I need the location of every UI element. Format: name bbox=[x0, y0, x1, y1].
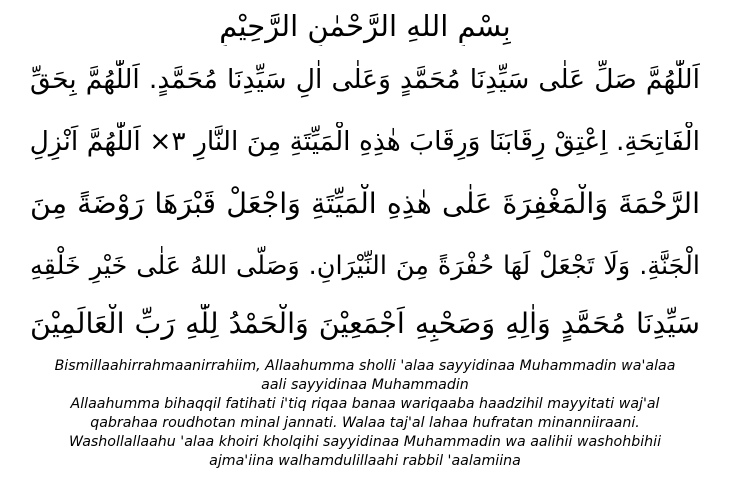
arabic-line-6: سَيِّدِنَا مُحَمَّدٍ وَاٰلِهِ وَصَحْبِهِ اَجْمَعِيْنَ وَالْحَمْدُ لِلّٰهِ رَبِّ الْعَالَمِيْنَ bbox=[30, 307, 700, 340]
transliteration-line-6: ajma'iina walhamdulillaahi rabbil 'aalamiina bbox=[209, 453, 521, 469]
arabic-line-4: الرَّحْمَةَ وَالْمَغْفِرَةَ عَلٰى هٰذِهِ الْمَيِّتَةِ وَاجْعَلْ قَبْرَهَا رَوْضَةً مِنَ bbox=[30, 187, 700, 220]
transliteration-line-2: aali sayyidinaa Muhammadin bbox=[261, 377, 469, 393]
arabic-line-5: الْجَنَّةِ. وَلَا تَجْعَلْ لَهَا حُفْرَةً مِنَ النِّيْرَانِ. وَصَلَّى اللهُ عَلٰى خَيْرِ خَلْقِهِ bbox=[30, 251, 700, 281]
transliteration-line-5: Washollallaahu 'alaa khoiri kholqihi sayyidinaa Muhammadin wa aalihii washohbihii bbox=[68, 434, 662, 450]
arabic-line-2: اَللّٰهُمَّ صَلِّ عَلٰى سَيِّدِنَا مُحَمَّدٍ وَعَلٰى اٰلِ سَيِّدِنَا مُحَمَّدٍ. اَللّٰهُمَّ بِحَقِّ bbox=[30, 64, 700, 95]
arabic-line-3: الْفَاتِحَةِ. اِعْتِقْ رِقَابَنَا وَرِقَابَ هٰذِهِ الْمَيِّتَةِ مِنَ النَّارِ ٣× اَللّٰهُمَّ اَنْزِلِ bbox=[30, 126, 700, 157]
arabic-line-basmala: بِسْمِ اللهِ الرَّحْمٰنِ الرَّحِيْمِ bbox=[219, 9, 511, 43]
transliteration-line-1: Bismillaahirrahmaanirrahiim, Allaahumma sholli 'alaa sayyidinaa Muhammadin wa'alaa bbox=[54, 358, 676, 374]
transliteration-line-3: Allaahumma bihaqqil fatihati i'tiq riqaa banaa wariqaaba haadzihil mayyitati waj'al bbox=[70, 396, 660, 412]
transliteration-line-4: qabrahaa roudhotan minal jannati. Walaa taj'al lahaa hufratan minanniiraani. bbox=[90, 415, 640, 431]
transliteration-block bbox=[0, 352, 730, 489]
